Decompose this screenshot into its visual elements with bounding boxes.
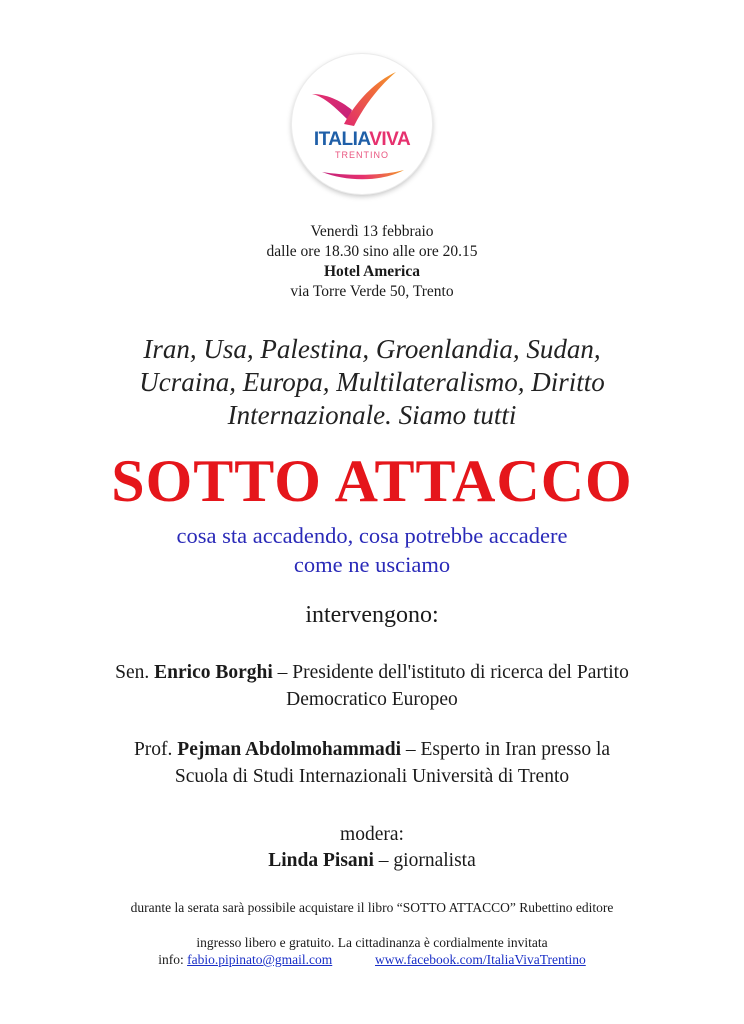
subhead-line: come ne usciamo xyxy=(293,552,451,577)
event-info xyxy=(0,222,744,302)
moderator-block xyxy=(0,822,744,874)
speaker-name: Enrico Borghi xyxy=(154,662,273,683)
event-time: dalle ore 18.30 sino alle ore 20.15 xyxy=(266,243,478,260)
logo-circle xyxy=(292,54,432,194)
moderator-role: – giornalista xyxy=(373,850,476,871)
moderator-name: Linda Pisani xyxy=(268,850,374,871)
topics-line: Internazionale. Siamo tutti xyxy=(227,400,517,430)
topics-text xyxy=(60,333,684,432)
speakers-intro: intervengono: xyxy=(305,602,439,628)
logo-wordmark-italia: ITALIA xyxy=(313,129,370,150)
italia-viva-logo xyxy=(290,52,436,198)
footer xyxy=(0,934,744,968)
admission-note: ingresso libero e gratuito. La cittadinanza è cordialmente invitata xyxy=(196,935,548,950)
speaker-title: Prof. xyxy=(133,739,173,760)
logo-wordmark xyxy=(292,130,432,150)
speaker-name: Pejman Abdolmohammadi xyxy=(177,739,402,760)
speaker-role-cont: Scuola di Studi Internazionali Università di Trento xyxy=(174,766,570,787)
speaker-role: – Esperto in Iran presso la xyxy=(401,739,611,760)
email-link[interactable]: fabio.pipinato@gmail.com xyxy=(187,952,333,967)
subhead-line: cosa sta accadendo, cosa potrebbe accadere xyxy=(176,523,568,548)
moderator-label: modera: xyxy=(340,824,404,845)
logo-wordmark-viva: VIVA xyxy=(369,129,411,150)
info-label: info: xyxy=(158,952,184,967)
event-date: Venerdì 13 febbraio xyxy=(310,223,434,240)
book-note: durante la serata sarà possibile acquistare il libro “SOTTO ATTACCO” Rubettino editore xyxy=(130,900,614,915)
speaker-role-cont: Democratico Europeo xyxy=(286,689,458,710)
checkmark-v-logo-icon xyxy=(292,54,432,194)
subheadline xyxy=(0,521,744,579)
topics-line: Ucraina, Europa, Multilateralismo, Diritto xyxy=(139,367,605,397)
logo-region: TRENTINO xyxy=(335,150,389,160)
event-address: via Torre Verde 50, Trento xyxy=(290,283,454,300)
speaker-entry xyxy=(40,659,704,713)
speaker-role: – Presidente dell'istituto di ricerca del Partito xyxy=(272,662,629,683)
topics-line: Iran, Usa, Palestina, Groenlandia, Sudan, xyxy=(143,334,601,364)
speaker-title: Sen. xyxy=(115,662,150,683)
headline: SOTTO ATTACCO xyxy=(111,448,633,514)
speaker-entry xyxy=(40,736,704,790)
facebook-link[interactable]: www.facebook.com/ItaliaVivaTrentino xyxy=(375,952,586,967)
event-venue: Hotel America xyxy=(324,263,420,280)
